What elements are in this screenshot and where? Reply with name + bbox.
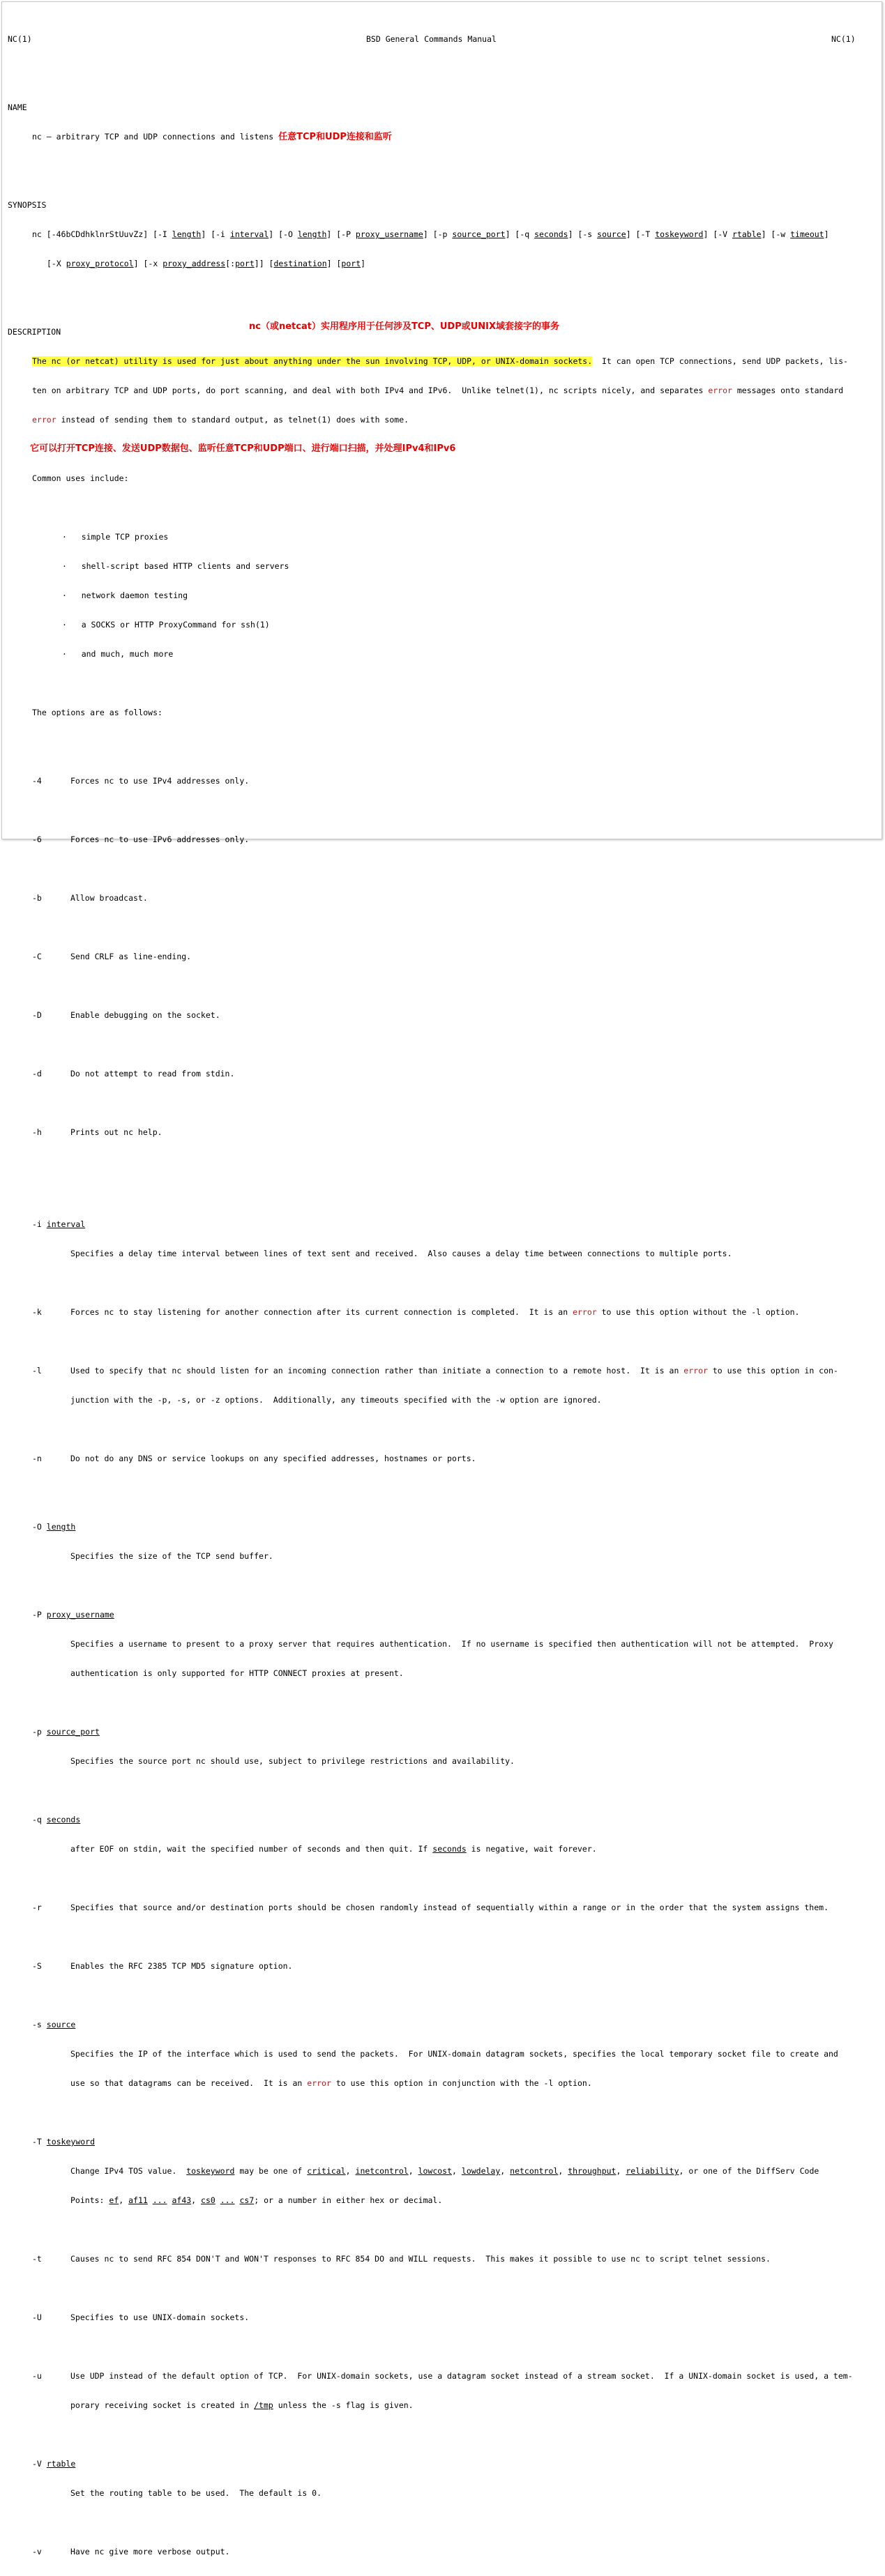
list-item: · a SOCKS or HTTP ProxyCommand for ssh(1): [62, 620, 270, 630]
list-item: · simple TCP proxies: [62, 532, 169, 542]
header-right: NC(1): [831, 34, 856, 44]
synopsis-line-1: nc [-46bCDdhklnrStUuvZz] [-I length] [-i interval] [-O length] [-P proxy_username] [-p source_port] [-q seconds] [-s source] [-T toskeyword] [-V rtable] [-w timeout]: [32, 229, 829, 239]
option-p-desc: Specifies the source port nc should use, subject to privilege restrictions and availability.: [70, 1756, 515, 1766]
option-i-desc: Specifies a delay time interval between lines of text sent and received. Also causes a delay time between connections to multiple ports.: [70, 1249, 732, 1258]
name-heading: NAME: [8, 102, 27, 112]
list-item: · network daemon testing: [62, 590, 188, 600]
option-P-desc-2: authentication is only supported for HTTP CONNECT proxies at present.: [70, 1668, 404, 1678]
option-t: -t Causes nc to send RFC 854 DON'T and WON'T responses to RFC 854 DO and WILL requests. This makes it possible to use nc to script telnet sessions.: [32, 2254, 771, 2264]
option-i-flag: -i interval: [32, 1219, 86, 1229]
description-heading: DESCRIPTION nc（或netcat）实用程序用于任何涉及TCP、UDP或UNIX域套接字的事务: [8, 321, 560, 337]
option-T-desc-2: Points: ef, af11 ... af43, cs0 ... cs7; or a number in either hex or decimal.: [70, 2195, 443, 2205]
options-intro: The options are as follows:: [32, 708, 162, 717]
option-P-desc-1: Specifies a username to present to a proxy server that requires authentication. If no username is specified then authentication will not be attempted. Proxy: [70, 1639, 833, 1649]
header-center: BSD General Commands Manual: [366, 34, 497, 44]
option-6: -6 Forces nc to use IPv6 addresses only.: [32, 834, 250, 844]
option-r: -r Specifies that source and/or destination ports should be chosen randomly instead of sequentially within a range or in the order that the system assigns them.: [32, 1903, 829, 1912]
option-l: -l Used to specify that nc should listen for an incoming connection rather than initiate a connection to a remote host. It is an error to use this option in con-: [32, 1366, 838, 1375]
page-header: [8, 34, 876, 44]
name-annotation: 任意TCP和UDP连接和监听: [278, 132, 392, 142]
option-s-desc-2: use so that datagrams can be received. It is an error to use this option in conjunction with the -l option.: [70, 2078, 592, 2088]
header-left: NC(1): [8, 34, 32, 44]
synopsis-heading: SYNOPSIS: [8, 200, 47, 210]
highlighted-sentence: The nc (or netcat) utility is used for just about anything under the sun involving TCP, UDP, or UNIX-domain sockets.: [32, 356, 593, 366]
option-u: -u Use UDP instead of the default option of TCP. For UNIX-domain sockets, use a datagram socket instead of a stream socket. If a UNIX-domain socket is used, a tem-: [32, 2371, 853, 2381]
option-V-desc: Set the routing table to be used. The default is 0.: [70, 2488, 322, 2498]
option-n: -n Do not do any DNS or service lookups on any specified addresses, hostnames or ports.: [32, 1454, 476, 1463]
option-4: -4 Forces nc to use IPv4 addresses only.: [32, 776, 250, 786]
option-d: -d Do not attempt to read from stdin.: [32, 1069, 235, 1079]
option-k: -k Forces nc to stay listening for another connection after its current connection is completed. It is an error to use this option without the -l option.: [32, 1307, 800, 1317]
name-line: nc — arbitrary TCP and UDP connections and listens 任意TCP和UDP连接和监听: [32, 132, 392, 142]
option-u-desc-2: porary receiving socket is created in /tmp unless the -s flag is given.: [70, 2400, 414, 2410]
option-p-flag: -p source_port: [32, 1727, 100, 1737]
list-item: · shell-script based HTTP clients and servers: [62, 561, 289, 571]
description-annotation-2-line: [8, 444, 876, 454]
option-T-flag: -T toskeyword: [32, 2137, 96, 2147]
option-h: -h Prints out nc help.: [32, 1127, 162, 1137]
option-P-flag: -P proxy_username: [32, 1610, 114, 1619]
option-v: -v Have nc give more verbose output.: [32, 2547, 230, 2556]
option-q-desc: after EOF on stdin, wait the specified number of seconds and then quit. If seconds is negative, wait forever.: [70, 1844, 597, 1854]
option-S: -S Enables the RFC 2385 TCP MD5 signature option.: [32, 1961, 293, 1971]
man-page: [8, 5, 876, 2576]
option-C: -C Send CRLF as line-ending.: [32, 952, 192, 961]
man-page-window: [1, 1, 882, 2556]
option-V-flag: -V rtable: [32, 2459, 76, 2469]
description-line-2: ten on arbitrary TCP and UDP ports, do port scanning, and deal with both IPv4 and IPv6. Unlike telnet(1), nc scripts nicely, and separates error messages onto standard: [32, 386, 844, 395]
option-q-flag: -q seconds: [32, 1815, 81, 1824]
option-s-flag: -s source: [32, 2020, 76, 2029]
option-b: -b Allow broadcast.: [32, 893, 148, 903]
list-item: · and much, much more: [62, 649, 174, 659]
option-D: -D Enable debugging on the socket.: [32, 1010, 220, 1020]
description-line-1: The nc (or netcat) utility is used for just about anything under the sun involving TCP, UDP, or UNIX-domain sockets. It can open TCP connections, send UDP packets, lis-: [32, 356, 849, 366]
synopsis-line-2: [-X proxy_protocol] [-x proxy_address[:port]] [destination] [port]: [47, 259, 366, 268]
option-l-desc-2: junction with the -p, -s, or -z options. Additionally, any timeouts specified with the -w option are ignored.: [70, 1395, 602, 1405]
description-annotation-1: nc（或netcat）实用程序用于任何涉及TCP、UDP或UNIX域套接字的事务: [249, 321, 560, 332]
common-uses-label: Common uses include:: [32, 473, 129, 483]
option-O-flag: -O length: [32, 1522, 76, 1532]
option-s-desc-1: Specifies the IP of the interface which is used to send the packets. For UNIX-domain datagram sockets, specifies the local temporary socket file to create and: [70, 2049, 838, 2059]
option-U: -U Specifies to use UNIX-domain sockets.: [32, 2312, 250, 2322]
option-T-desc-1: Change IPv4 TOS value. toskeyword may be one of critical, inetcontrol, lowcost, lowdelay, netcontrol, throughput, reliability, or one of the DiffServ Code: [70, 2166, 819, 2176]
description-annotation-2: 它可以打开TCP连接、发送UDP数据包、监听任意TCP和UDP端口、进行端口扫描，并处理IPv4和IPv6: [30, 443, 456, 454]
description-line-3: error instead of sending them to standard output, as telnet(1) does with some.: [32, 415, 409, 425]
option-O-desc: Specifies the size of the TCP send buffer.: [70, 1551, 273, 1561]
